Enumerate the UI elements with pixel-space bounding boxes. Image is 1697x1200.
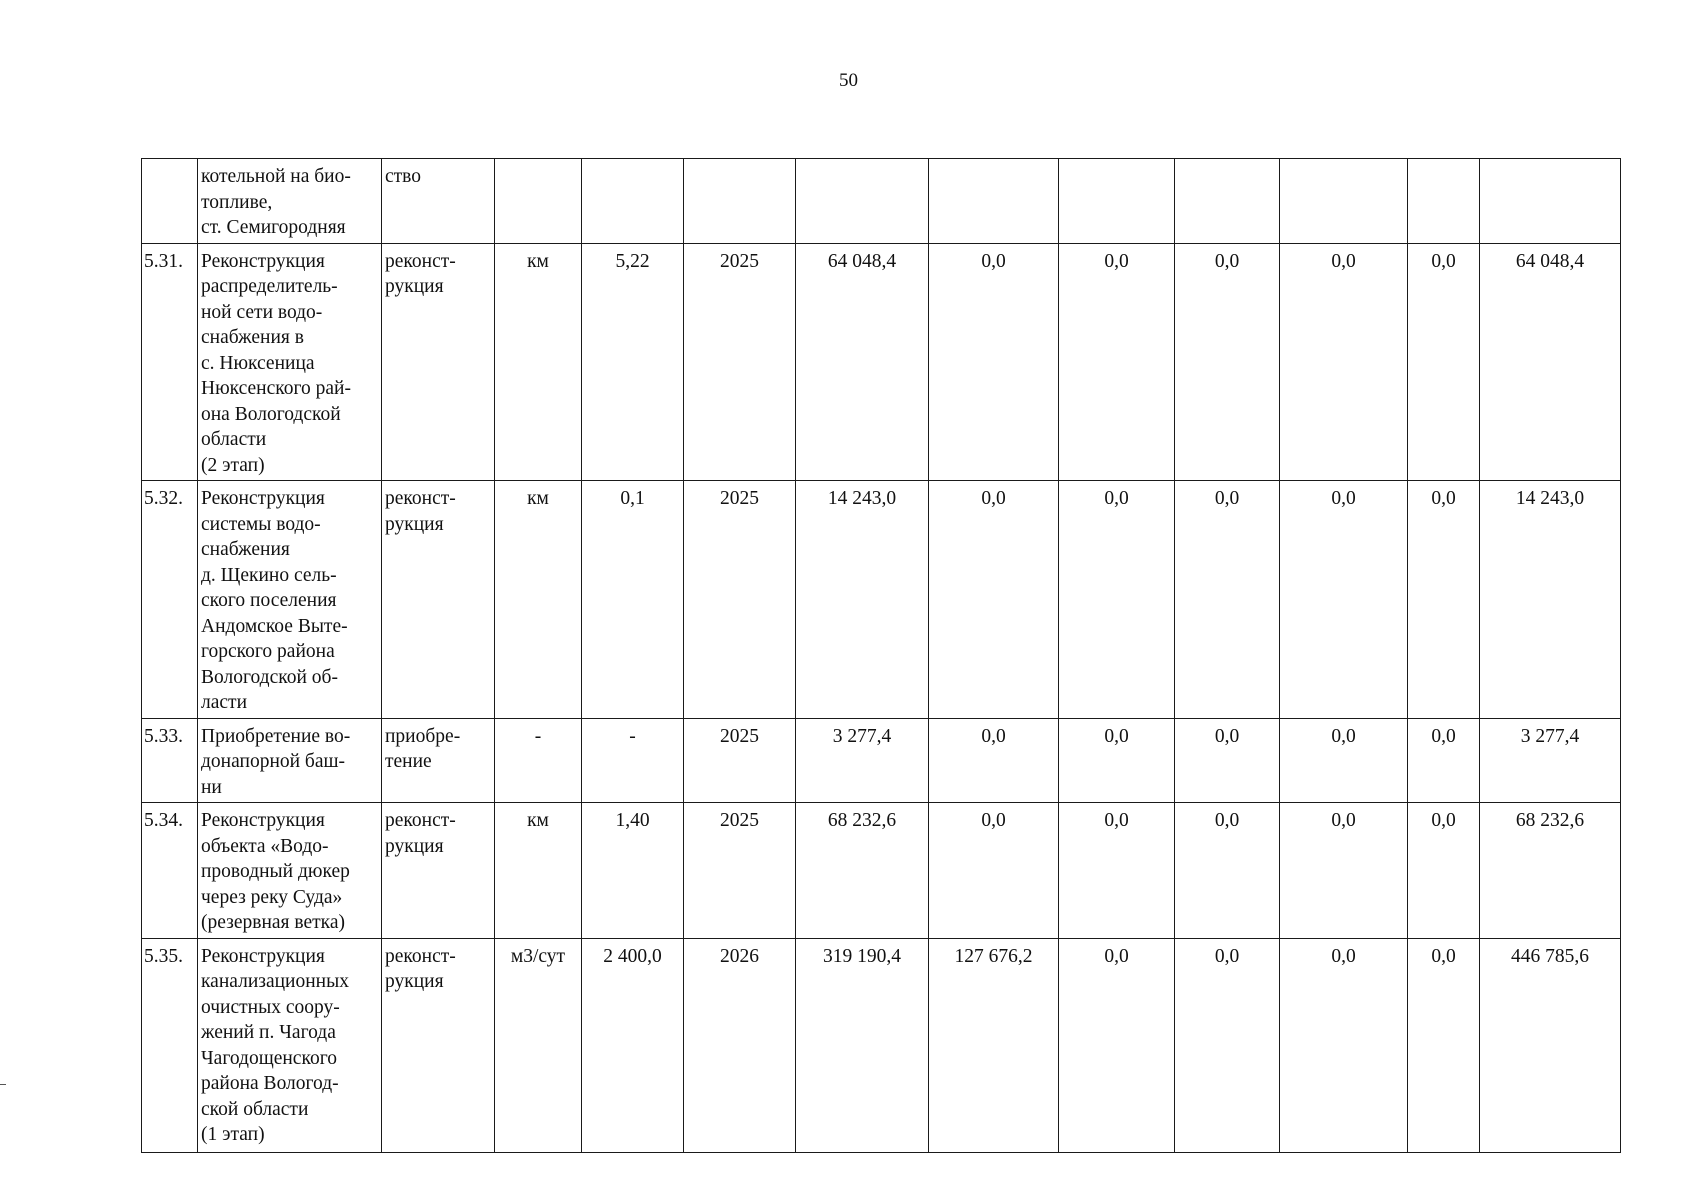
object-name-line: ской области	[201, 1098, 309, 1120]
year: 2026	[684, 938, 796, 1152]
object-name-line: Вологодской об-	[201, 666, 338, 688]
work-type-line: рукция	[385, 276, 444, 297]
object-name-line: ни	[201, 776, 222, 798]
funding-2029: 0,0	[1280, 718, 1408, 803]
object-name-line: очистных соору-	[201, 996, 340, 1018]
object-name-line: канализационных	[201, 971, 349, 992]
table-row	[142, 938, 1621, 1152]
funding-2030: 0,0	[1408, 718, 1480, 803]
funding-2026	[929, 159, 1059, 244]
object-name	[198, 481, 382, 719]
funding-total: 14 243,0	[1480, 481, 1621, 719]
object-name	[198, 159, 382, 244]
work-type-line: реконст-	[385, 488, 456, 509]
year: 2025	[684, 718, 796, 803]
unit-of-measure: -	[495, 718, 582, 803]
object-name-line: области	[201, 429, 267, 450]
item-number: 5.35.	[142, 938, 198, 1152]
funding-2030: 0,0	[1408, 803, 1480, 939]
investment-table	[141, 158, 1621, 1153]
funding-2030: 0,0	[1408, 938, 1480, 1152]
object-name	[198, 243, 382, 481]
object-name-line: (1 этап)	[201, 1124, 265, 1145]
object-name-line: Приобретение во-	[201, 725, 351, 747]
year	[684, 159, 796, 244]
work-type-line: рукция	[385, 513, 444, 535]
funding-2027: 0,0	[1059, 718, 1175, 803]
object-name-line: она Вологодской	[201, 403, 341, 425]
item-number: 5.32.	[142, 481, 198, 719]
funding-2026: 0,0	[929, 803, 1059, 939]
funding-2025: 14 243,0	[796, 481, 929, 719]
funding-2029: 0,0	[1280, 243, 1408, 481]
item-number: 5.34.	[142, 803, 198, 939]
funding-2028: 0,0	[1175, 803, 1280, 939]
funding-2028: 0,0	[1175, 938, 1280, 1152]
object-name-line: через реку Суда»	[201, 886, 343, 908]
margin-mark	[0, 1084, 6, 1085]
funding-2026: 0,0	[929, 481, 1059, 719]
capacity-value: -	[582, 718, 684, 803]
work-type	[382, 718, 495, 803]
capacity-value	[582, 159, 684, 244]
object-name-line: снабжения	[201, 539, 290, 560]
funding-2027: 0,0	[1059, 481, 1175, 719]
item-number	[142, 159, 198, 244]
object-name-line: Реконструкция	[201, 488, 325, 509]
work-type-line: ство	[385, 166, 422, 187]
object-name-line: распределитель-	[201, 276, 338, 297]
table-row	[142, 243, 1621, 481]
funding-2025	[796, 159, 929, 244]
work-type-line: тение	[385, 751, 432, 772]
work-type-line: приобре-	[385, 725, 461, 747]
object-name-line: Нюксенского рай-	[201, 378, 351, 399]
page-number: 50	[839, 70, 858, 91]
funding-2029: 0,0	[1280, 481, 1408, 719]
object-name-line: донапорной баш-	[201, 751, 346, 772]
funding-2027: 0,0	[1059, 803, 1175, 939]
object-name-line: ст. Семигородняя	[201, 217, 346, 238]
funding-2025: 3 277,4	[796, 718, 929, 803]
object-name	[198, 718, 382, 803]
funding-2025: 68 232,6	[796, 803, 929, 939]
object-name-line: жений п. Чагода	[201, 1022, 336, 1043]
funding-total	[1480, 159, 1621, 244]
year: 2025	[684, 481, 796, 719]
funding-2027: 0,0	[1059, 938, 1175, 1152]
funding-2030: 0,0	[1408, 481, 1480, 719]
object-name	[198, 803, 382, 939]
work-type	[382, 938, 495, 1152]
object-name-line: района Вологод-	[201, 1073, 339, 1094]
table-row	[142, 159, 1621, 244]
object-name-line: объекта «Водо-	[201, 835, 329, 857]
object-name	[198, 938, 382, 1152]
funding-2030: 0,0	[1408, 243, 1480, 481]
funding-2028: 0,0	[1175, 243, 1280, 481]
funding-total: 68 232,6	[1480, 803, 1621, 939]
table-row	[142, 481, 1621, 719]
work-type	[382, 243, 495, 481]
object-name-line: (резервная ветка)	[201, 912, 345, 933]
funding-2028: 0,0	[1175, 481, 1280, 719]
object-name-line: горского района	[201, 641, 335, 662]
funding-2027	[1059, 159, 1175, 244]
work-type-line: реконст-	[385, 810, 456, 831]
funding-2029	[1280, 159, 1408, 244]
funding-2028	[1175, 159, 1280, 244]
funding-2026: 127 676,2	[929, 938, 1059, 1152]
object-name-line: (2 этап)	[201, 454, 265, 476]
object-name-line: Чагодощенского	[201, 1047, 337, 1069]
work-type-line: реконст-	[385, 945, 456, 967]
object-name-line: ского поселения	[201, 590, 337, 611]
unit-of-measure: км	[495, 243, 582, 481]
table-row	[142, 803, 1621, 939]
funding-2027: 0,0	[1059, 243, 1175, 481]
year: 2025	[684, 243, 796, 481]
work-type	[382, 481, 495, 719]
work-type-line: рукция	[385, 835, 444, 857]
funding-2028: 0,0	[1175, 718, 1280, 803]
funding-total: 446 785,6	[1480, 938, 1621, 1152]
object-name-line: Андомское Выте-	[201, 615, 348, 637]
funding-total: 64 048,4	[1480, 243, 1621, 481]
object-name-line: с. Нюксеница	[201, 352, 315, 374]
capacity-value: 2 400,0	[582, 938, 684, 1152]
unit-of-measure: м3/сут	[495, 938, 582, 1152]
object-name-line: д. Щекино сель-	[201, 564, 337, 586]
funding-2030	[1408, 159, 1480, 244]
unit-of-measure: км	[495, 481, 582, 719]
object-name-line: ласти	[201, 692, 247, 713]
object-name-line: проводный дюкер	[201, 861, 350, 882]
work-type	[382, 159, 495, 244]
object-name-line: Реконструкция	[201, 250, 325, 272]
funding-2026: 0,0	[929, 243, 1059, 481]
object-name-line: котельной на био-	[201, 166, 351, 187]
work-type-line: реконст-	[385, 250, 456, 272]
funding-2025: 319 190,4	[796, 938, 929, 1152]
object-name-line: Реконструкция	[201, 945, 325, 967]
funding-2029: 0,0	[1280, 938, 1408, 1152]
unit-of-measure: км	[495, 803, 582, 939]
object-name-line: топливе,	[201, 191, 273, 213]
object-name-line: Реконструкция	[201, 810, 325, 831]
capacity-value: 0,1	[582, 481, 684, 719]
table-row	[142, 718, 1621, 803]
work-type	[382, 803, 495, 939]
item-number: 5.31.	[142, 243, 198, 481]
funding-2029: 0,0	[1280, 803, 1408, 939]
funding-total: 3 277,4	[1480, 718, 1621, 803]
work-type-line: рукция	[385, 971, 444, 992]
capacity-value: 5,22	[582, 243, 684, 481]
year: 2025	[684, 803, 796, 939]
object-name-line: снабжения в	[201, 327, 304, 348]
funding-2025: 64 048,4	[796, 243, 929, 481]
table-body	[142, 159, 1621, 1153]
object-name-line: системы водо-	[201, 513, 321, 535]
capacity-value: 1,40	[582, 803, 684, 939]
item-number: 5.33.	[142, 718, 198, 803]
object-name-line: ной сети водо-	[201, 301, 323, 323]
unit-of-measure	[495, 159, 582, 244]
funding-2026: 0,0	[929, 718, 1059, 803]
